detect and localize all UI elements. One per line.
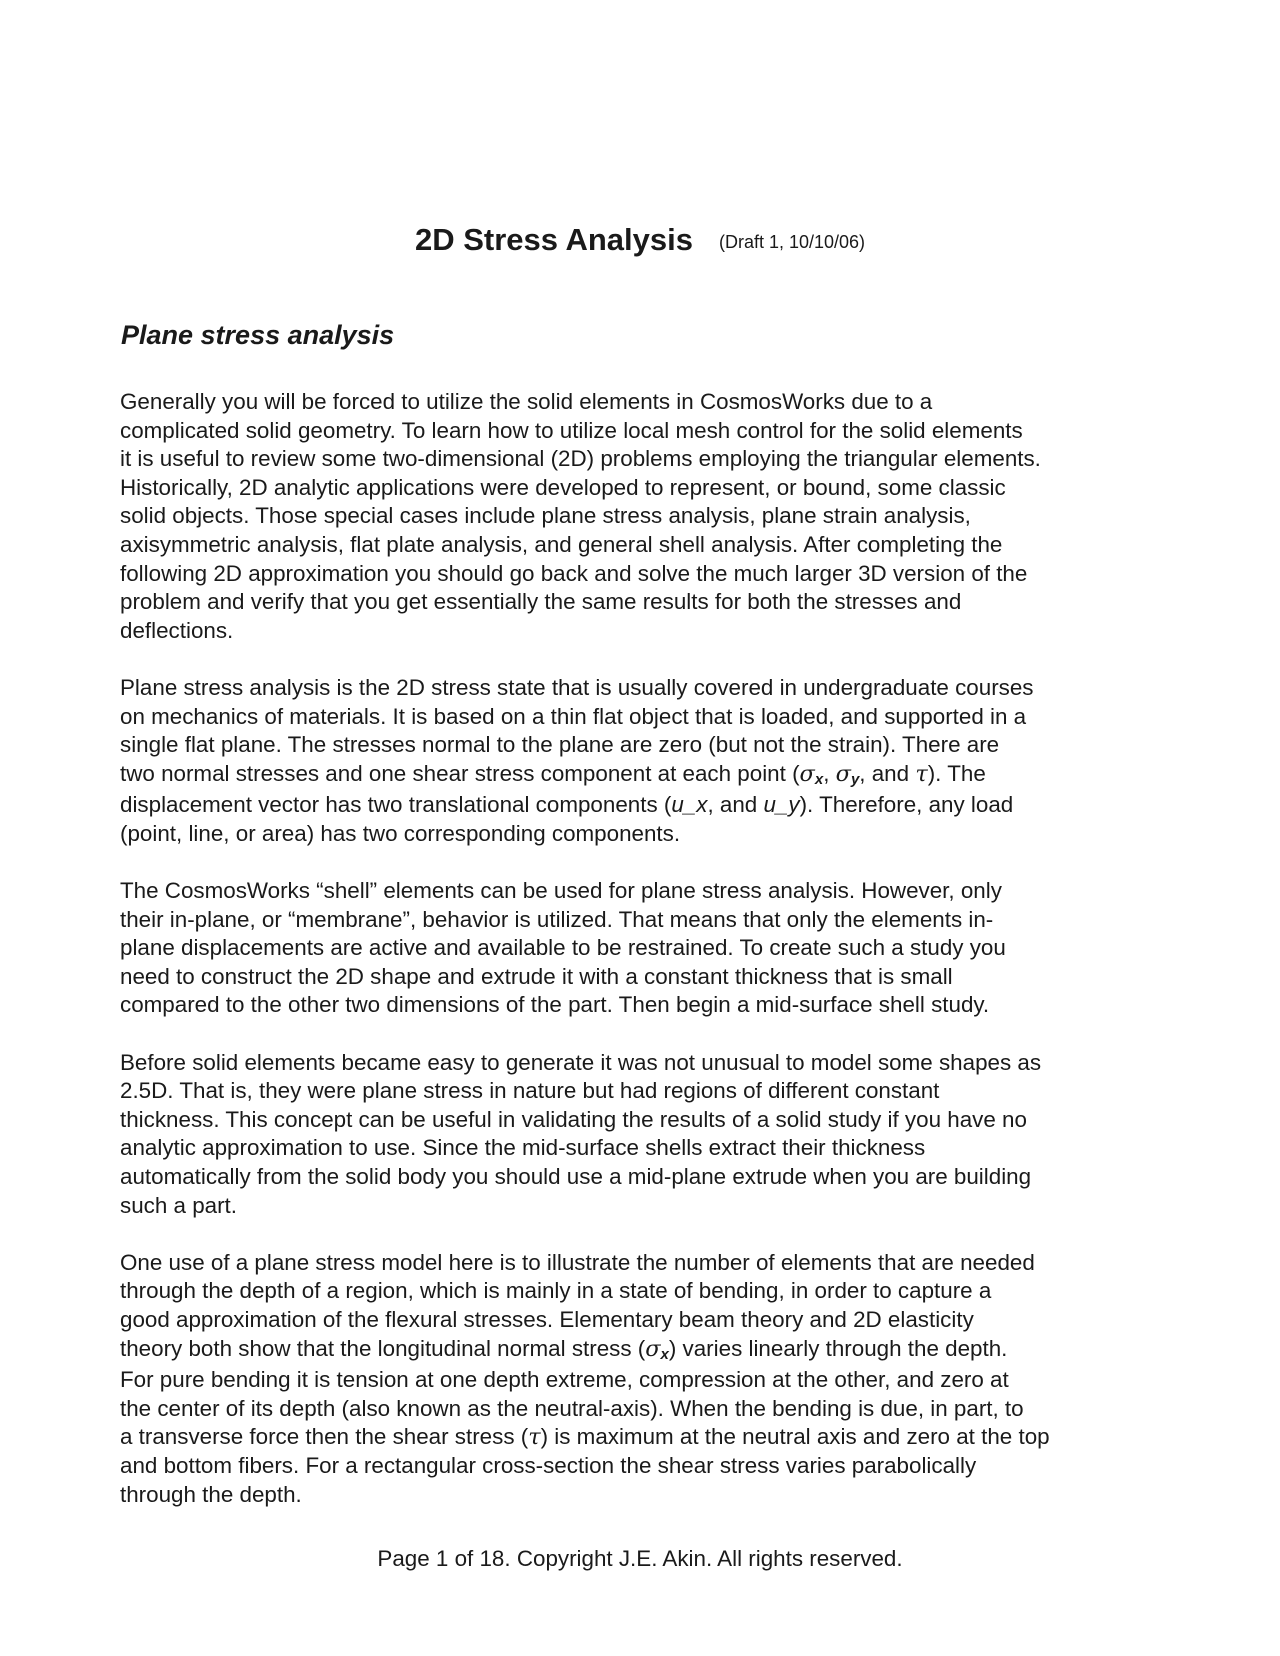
variable-uy: u_y: [763, 792, 800, 818]
sigma-symbol: σ: [835, 760, 851, 787]
text-line: One use of a plane stress model here is to illustrate the number of elements that are needed: [120, 1249, 1035, 1275]
text-line: through the depth of a region, which is mainly in a state of bending, in order to capture a: [120, 1278, 992, 1304]
page-footer: Page 1 of 18. Copyright J.E. Akin. All rights reserved.: [377, 1546, 903, 1571]
text-line: need to construct the 2D shape and extrude it with a constant thickness that is small: [120, 963, 953, 989]
text-fragment: ,: [823, 760, 836, 786]
text-line: axisymmetric analysis, flat plate analysis, and general shell analysis. After completing the: [120, 531, 1003, 557]
sigma-symbol: σ: [799, 760, 815, 787]
text-line: thickness. This concept can be useful in validating the results of a solid study if you have no: [120, 1106, 1027, 1132]
draft-note: (Draft 1, 10/10/06): [718, 232, 866, 252]
sigma-symbol: σ: [645, 1335, 661, 1362]
text-line: single flat plane. The stresses normal to the plane are zero (but not the strain). There are: [120, 732, 1000, 758]
title-row: [0, 222, 1280, 258]
text-line: such a part.: [120, 1192, 237, 1218]
paragraph-5: [120, 1249, 1170, 1509]
paragraph-1: [120, 388, 1170, 645]
tau-symbol: τ: [528, 1424, 541, 1451]
text-fragment: a transverse force then the shear stress (: [120, 1424, 529, 1450]
paragraph-4: [120, 1049, 1170, 1221]
text-line-stress-components: [120, 760, 1170, 792]
text-fragment: ). The: [927, 760, 986, 786]
body-text: [120, 388, 1170, 1538]
subscript-x: x: [660, 1345, 669, 1363]
text-line: and bottom fibers. For a rectangular cross-section the shear stress varies parabolically: [120, 1452, 977, 1478]
text-fragment: ) varies linearly through the depth.: [668, 1335, 1008, 1361]
section-heading: Plane stress analysis: [121, 320, 395, 350]
text-fragment: theory both show that the longitudinal normal stress (: [120, 1335, 646, 1361]
text-line: following 2D approximation you should go back and solve the much larger 3D version of the: [120, 560, 1028, 586]
text-line: (point, line, or area) has two corresponding components.: [120, 820, 681, 846]
subscript-x: x: [814, 770, 824, 788]
text-line: Generally you will be forced to utilize the solid elements in CosmosWorks due to a: [120, 389, 933, 414]
document-title: 2D Stress Analysis: [414, 222, 693, 257]
text-line: For pure bending it is tension at one depth extreme, compression at the other, and zero at: [120, 1367, 1009, 1393]
text-line: complicated solid geometry. To learn how to utilize local mesh control for the solid elements: [120, 417, 1023, 443]
text-line: compared to the other two dimensions of the part. Then begin a mid-surface shell study.: [120, 992, 990, 1018]
text-line: analytic approximation to use. Since the mid-surface shells extract their thickness: [120, 1135, 926, 1161]
text-fragment: ). Therefore, any load: [799, 792, 1014, 818]
text-line-sigma: [120, 1335, 1170, 1367]
text-line: problem and verify that you get essentially the same results for both the stresses and: [120, 589, 962, 615]
text-line: good approximation of the flexural stresses. Elementary beam theory and 2D elasticity: [120, 1307, 974, 1332]
subscript-y: y: [850, 770, 860, 788]
text-fragment: ) is maximum at the neutral axis and zero at the top: [540, 1424, 1050, 1450]
text-line: Plane stress analysis is the 2D stress state that is usually covered in undergraduate courses: [120, 674, 1034, 700]
text-line: their in-plane, or “membrane”, behavior is utilized. That means that only the elements in-: [120, 906, 994, 932]
text-line: the center of its depth (also known as the neutral-axis). When the bending is due, in part, to: [120, 1395, 1024, 1421]
text-line: automatically from the solid body you should use a mid-plane extrude when you are building: [120, 1164, 1032, 1190]
text-line-displacement: [120, 791, 1170, 820]
text-fragment: , and: [859, 760, 916, 786]
text-line: Historically, 2D analytic applications were developed to represent, or bound, some classic: [120, 474, 1006, 500]
text-line: Before solid elements became easy to generate it was not unusual to model some shapes as: [120, 1049, 1042, 1075]
text-line-tau: [120, 1423, 1170, 1452]
text-line: 2.5D. That is, they were plane stress in nature but had regions of different constant: [120, 1078, 940, 1104]
text-line: plane displacements are active and available to be restrained. To create such a study you: [120, 935, 1006, 961]
paragraph-2: [120, 674, 1170, 849]
text-line: deflections.: [120, 617, 234, 643]
text-line: The CosmosWorks “shell” elements can be used for plane stress analysis. However, only: [120, 878, 1002, 904]
variable-ux: u_x: [671, 792, 708, 818]
text-fragment: displacement vector has two translational components (: [120, 792, 672, 818]
text-line: solid objects. Those special cases include plane stress analysis, plane strain analysis,: [120, 503, 971, 529]
paragraph-3: [120, 877, 1170, 1020]
text-line: on mechanics of materials. It is based on a thin flat object that is loaded, and supported in a: [120, 703, 1027, 729]
tau-symbol: τ: [915, 760, 928, 787]
text-line: it is useful to review some two-dimensional (2D) problems employing the triangular elements.: [120, 446, 1041, 472]
text-fragment: , and: [707, 792, 764, 818]
text-line: through the depth.: [120, 1481, 302, 1507]
text-fragment: two normal stresses and one shear stress component at each point (: [120, 760, 800, 786]
